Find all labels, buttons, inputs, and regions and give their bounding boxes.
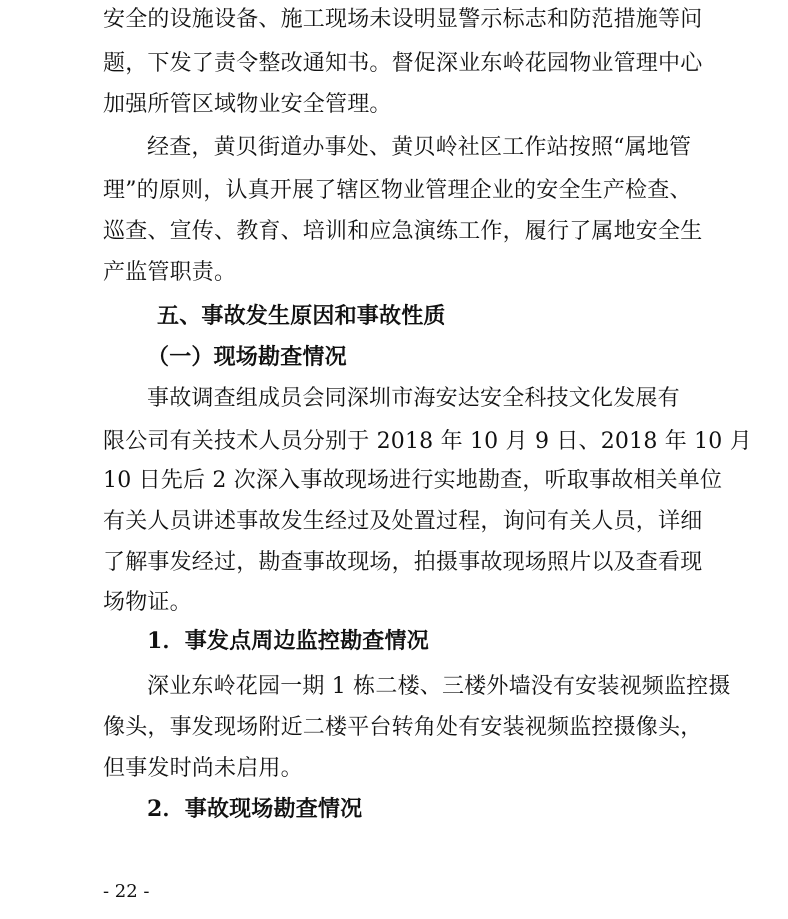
body-line-13: 场物证。 xyxy=(103,590,192,615)
body-line-14: 深业东岭花园一期 1 栋二楼、三楼外墙没有安装视频监控摄 xyxy=(147,674,731,699)
subsection-heading-1: （一）现场勘查情况 xyxy=(147,344,347,370)
body-line-5: 理”的原则，认真开展了辖区物业管理企业的安全生产检查、 xyxy=(103,178,692,203)
item-heading-2: 2．事故现场勘查情况 xyxy=(147,796,363,822)
item-heading-1: 1．事发点周边监控勘查情况 xyxy=(147,628,429,654)
body-line-15: 像头，事发现场附近二楼平台转角处有安装视频监控摄像头， xyxy=(103,715,703,740)
body-line-10: 10 日先后 2 次深入事故现场进行实地勘查，听取事故相关单位 xyxy=(103,468,723,493)
body-line-11: 有关人员讲述事故发生经过及处置过程，询问有关人员，详细 xyxy=(103,509,703,534)
body-line-4: 经查，黄贝街道办事处、黄贝岭社区工作站按照“属地管 xyxy=(147,135,692,160)
body-line-8: 事故调查组成员会同深圳市海安达安全科技文化发展有 xyxy=(147,386,680,411)
body-line-7: 产监管职责。 xyxy=(103,260,237,285)
page-number: - 22 - xyxy=(103,881,150,902)
body-line-6: 巡查、宣传、教育、培训和应急演练工作，履行了属地安全生 xyxy=(103,219,703,244)
body-line-12: 了解事发经过，勘查事故现场，拍摄事故现场照片以及查看现 xyxy=(103,550,703,575)
body-line-16: 但事发时尚未启用。 xyxy=(103,756,303,781)
body-line-1: 安全的设施设备、施工现场未设明显警示标志和防范措施等问 xyxy=(103,7,703,32)
body-line-3: 加强所管区域物业安全管理。 xyxy=(103,92,392,117)
body-line-2: 题，下发了责令整改通知书。督促深业东岭花园物业管理中心 xyxy=(103,51,703,76)
section-heading-5: 五、事故发生原因和事故性质 xyxy=(157,303,446,329)
body-line-9: 限公司有关技术人员分别于 2018 年 10 月 9 日、2018 年 10 月 xyxy=(103,429,752,454)
